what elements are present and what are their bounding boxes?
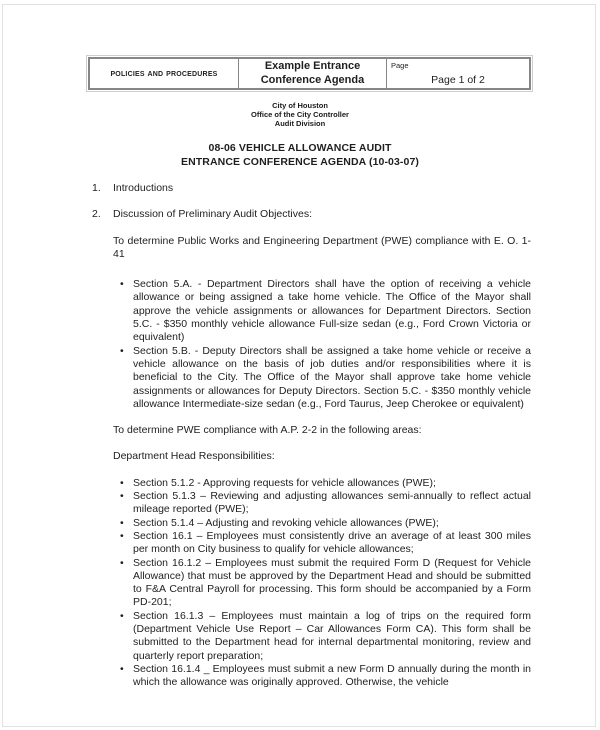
page-label: Page bbox=[391, 61, 409, 70]
bullet-icon: • bbox=[120, 529, 124, 542]
list-item bbox=[113, 557, 531, 610]
header-cell-doc-title bbox=[239, 59, 387, 88]
header-cell-page bbox=[387, 59, 529, 88]
title-line-2: ENTRANCE CONFERENCE AGENDA (10-03-07) bbox=[180, 156, 420, 168]
agenda-item-1 bbox=[92, 182, 531, 195]
objectives-bullet-list bbox=[113, 278, 531, 411]
org-line-city: City of Houston bbox=[272, 101, 328, 110]
list-item bbox=[113, 477, 531, 490]
bullet-text: Section 5.1.4 – Adjusting and revoking vehicle allowances (PWE); bbox=[133, 516, 439, 529]
header-cell-policies bbox=[90, 59, 239, 88]
bullet-text: Section 5.1.3 – Reviewing and adjusting allowances semi-annually to reflect actual mileage reported (PWE); bbox=[133, 490, 531, 516]
list-item bbox=[113, 663, 531, 690]
item-number: 1. bbox=[92, 182, 101, 194]
item-text: Discussion of Preliminary Audit Objectives: bbox=[113, 208, 312, 221]
document-title bbox=[0, 141, 600, 169]
doc-title-label: Example Entrance Conference Agenda bbox=[260, 59, 365, 86]
bullet-text: Section 5.1.2 - Approving requests for vehicle allowances (PWE); bbox=[133, 476, 436, 489]
org-line-office: Office of the City Controller bbox=[251, 110, 349, 119]
policies-procedures-label: policies and procedures bbox=[110, 67, 218, 79]
bullet-icon: • bbox=[120, 476, 124, 489]
page-number: Page 1 of 2 bbox=[431, 74, 485, 86]
bullet-text: Section 5.A. - Department Directors shall have the option of receiving a vehicle allowance or being assigned a take home vehicle. The Office of the Mayor shall approve the vehicle assignments or allowances for Department Directors. Section 5.C. - $350 monthly vehicle allowance Full-size sedan (e.g., Ford Crown Victoria or equivalent) bbox=[133, 278, 531, 344]
item-text: Introductions bbox=[113, 182, 174, 194]
title-line-1: 08-06 VEHICLE ALLOWANCE AUDIT bbox=[208, 142, 392, 154]
list-item bbox=[113, 490, 531, 517]
bullet-icon: • bbox=[120, 556, 124, 569]
section-heading: Department Head Responsibilities: bbox=[113, 450, 275, 463]
item-number: 2. bbox=[92, 208, 101, 221]
bullet-icon: • bbox=[120, 609, 124, 622]
org-line-division: Audit Division bbox=[274, 119, 326, 128]
objective-paragraph-2: To determine PWE compliance with A.P. 2-2 in the following areas: bbox=[113, 424, 422, 437]
list-item bbox=[113, 610, 531, 663]
list-item bbox=[113, 345, 531, 411]
bullet-icon: • bbox=[120, 490, 124, 503]
bullet-icon: • bbox=[120, 344, 124, 357]
bullet-text: Section 16.1.4 _ Employees must submit a new Form D annually during the month in which the allowance was originally approved. Otherwise, the vehicle bbox=[133, 662, 531, 689]
list-item bbox=[113, 530, 531, 557]
agenda-item-2 bbox=[92, 208, 531, 221]
bullet-icon: • bbox=[120, 516, 124, 529]
list-item bbox=[113, 278, 531, 344]
bullet-text: Section 16.1 – Employees must consistently drive an average of at least 300 miles per month on City business to qualify for vehicle allowances; bbox=[133, 529, 531, 556]
bullet-text: Section 16.1.3 – Employees must maintain a log of trips on the required form (Department Vehicle Use Report – Car Allowances Form CA). This form shall be submitted to the Department head for internal departmental monitoring, review and quarterly report preparation; bbox=[133, 609, 531, 662]
header-table bbox=[88, 57, 531, 90]
bullet-icon: • bbox=[120, 278, 124, 291]
bullet-icon: • bbox=[120, 662, 124, 675]
objective-paragraph-1: To determine Public Works and Engineering Department (PWE) compliance with E. O. 1-41 bbox=[113, 234, 531, 260]
responsibilities-bullet-list bbox=[113, 477, 531, 690]
document-body bbox=[92, 182, 531, 703]
bullet-text: Section 16.1.2 – Employees must submit the required Form D (Request for Vehicle Allowance) that must be approved by the Department Head and should be submitted to F&A Central Payroll for processing. This form should be accompanied by a Form PD-201; bbox=[133, 556, 531, 609]
bullet-text: Section 5.B. - Deputy Directors shall be assigned a take home vehicle or receive a vehicle allowance on the basis of job duties and/or responsibilities where it is beneficial to the City. The Office of the Mayor shall approve take home vehicle assignments or allowances for Deputy Directors. Section 5.C. - $350 monthly vehicle allowance Intermediate-size sedan (e.g., Ford Taurus, Jeep Cherokee or equivalent) bbox=[133, 344, 531, 410]
organization-block bbox=[0, 101, 600, 128]
list-item bbox=[113, 517, 531, 530]
